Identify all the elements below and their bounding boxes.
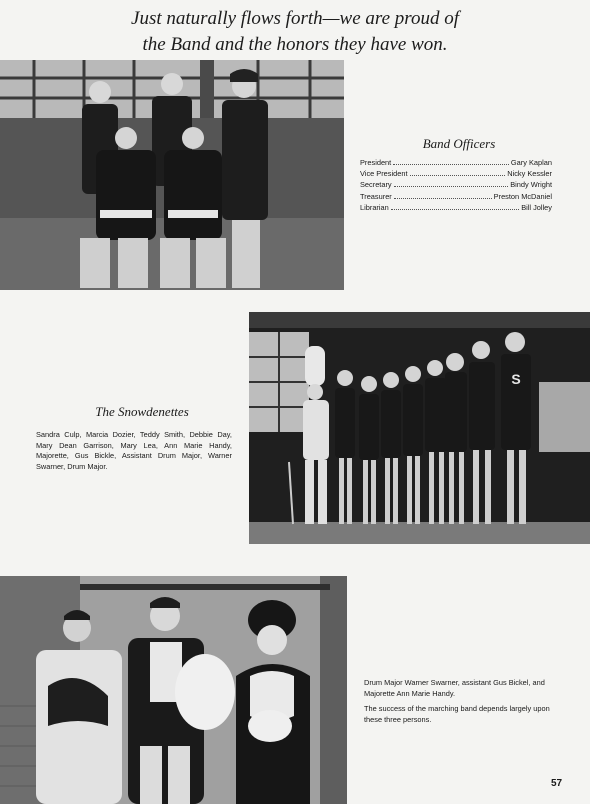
drum-major-caption-note: The success of the marching band depends largely upon these three persons. <box>364 704 550 724</box>
officer-role: Vice President <box>360 169 408 179</box>
officer-role: Librarian <box>360 202 389 212</box>
dot-leader <box>410 175 506 176</box>
officer-row <box>360 191 552 202</box>
officer-row <box>360 157 552 168</box>
band-officers-title: Band Officers <box>422 136 496 151</box>
officer-name: Bindy Wright <box>510 180 552 190</box>
dot-leader <box>394 198 492 199</box>
snowdenettes-title: The Snowdenettes <box>95 404 189 419</box>
snowdenettes-caption: Sandra Culp, Marcia Dozier, Teddy Smith, Debbie Day, Mary Dean Garrison, Mary Lea, Ann Marie Handy, Majorette, Gus Bickle, Assistant Drum Major, Warner Swarner, Drum Major. <box>36 430 232 471</box>
band-officers-photo <box>0 60 344 290</box>
dot-leader <box>391 209 519 210</box>
dot-leader <box>393 164 509 165</box>
officer-name: Bill Jolley <box>521 202 552 212</box>
drum-major-photo <box>0 576 347 804</box>
officer-role: President <box>360 158 392 167</box>
dot-leader <box>394 186 509 187</box>
officer-row <box>360 168 552 179</box>
headline-line-2: the Band and the honors they have won. <box>142 34 448 55</box>
officer-name: Preston McDaniel <box>493 191 552 201</box>
snowdenettes-photo <box>249 312 590 544</box>
officer-name: Nicky Kessler <box>507 169 552 179</box>
officer-role: Treasurer <box>360 191 392 201</box>
headline-line-1: Just naturally flows forth—we are proud of <box>131 8 459 29</box>
drum-major-caption <box>364 678 554 730</box>
officer-row <box>360 202 552 213</box>
page-number: 57 <box>551 778 563 789</box>
officer-role: Secretary <box>360 180 392 190</box>
officer-row <box>360 179 552 190</box>
drum-major-caption-names: Drum Major Warner Swarner, assistant Gus Bickel, and Majorette Ann Marie Handy. <box>364 678 545 698</box>
band-officers-list <box>360 157 552 213</box>
svg-text:S: S <box>511 371 521 387</box>
page-headline <box>0 6 590 58</box>
officer-name: Gary Kaplan <box>510 158 552 167</box>
